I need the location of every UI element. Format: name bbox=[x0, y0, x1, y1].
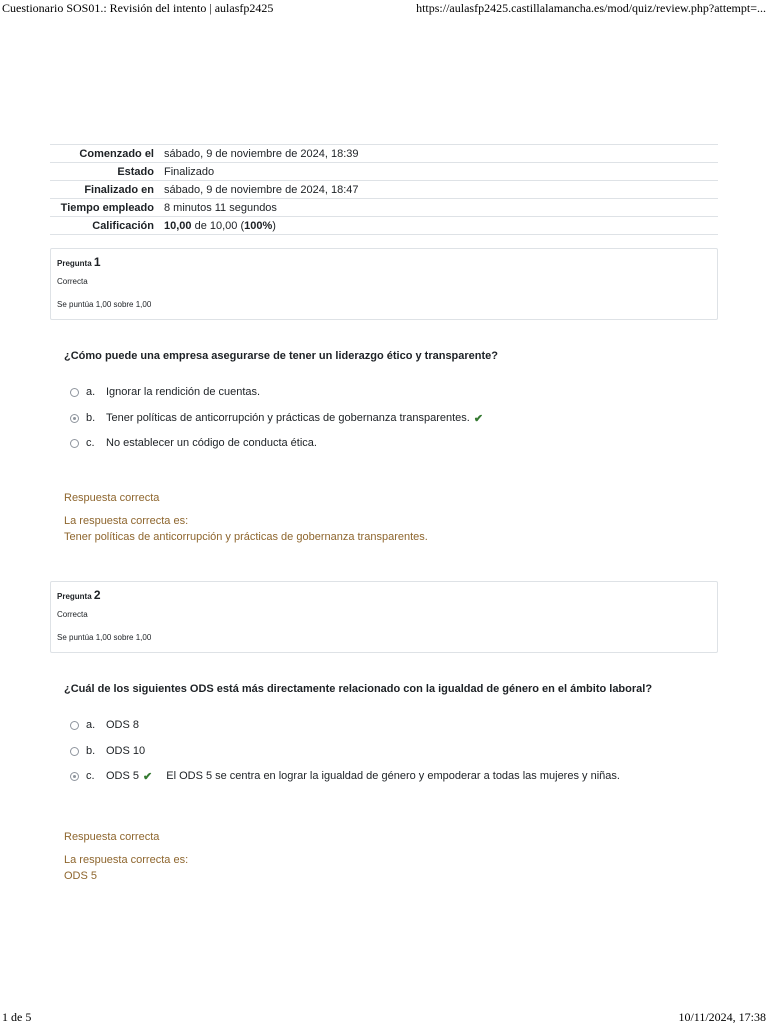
right-answer: ODS 5 bbox=[64, 870, 98, 882]
answer-letter: c. bbox=[86, 770, 95, 782]
answer-option-1a[interactable] bbox=[70, 385, 260, 399]
print-title: Cuestionario SOS01.: Revisión del intento | aulasfp2425 bbox=[2, 1, 274, 15]
outcome-text: Respuesta correcta bbox=[64, 492, 160, 504]
question-grade: Se puntúa 1,00 sobre 1,00 bbox=[57, 300, 152, 309]
radio-icon[interactable] bbox=[70, 747, 79, 756]
outcome-1 bbox=[64, 492, 428, 547]
summary-row-completed bbox=[50, 181, 718, 199]
summary-row-started bbox=[50, 145, 718, 163]
question-state: Correcta bbox=[57, 277, 88, 286]
summary-row-state bbox=[50, 163, 718, 181]
outcome-2 bbox=[64, 831, 188, 886]
started-value: sábado, 9 de noviembre de 2024, 18:39 bbox=[164, 147, 359, 160]
answer-text: No establecer un código de conducta ética. bbox=[106, 437, 317, 449]
time-value: 8 minutos 11 segundos bbox=[164, 201, 277, 214]
completed-value: sábado, 9 de noviembre de 2024, 18:47 bbox=[164, 183, 359, 196]
radio-icon[interactable] bbox=[70, 388, 79, 397]
answer-option-2b[interactable] bbox=[70, 744, 145, 758]
question-number-value: 2 bbox=[93, 588, 101, 602]
print-footer bbox=[0, 1008, 768, 1024]
grade-value bbox=[160, 217, 718, 235]
radio-icon[interactable] bbox=[70, 439, 79, 448]
summary-row-grade bbox=[50, 217, 718, 235]
question-number bbox=[57, 255, 101, 269]
radio-icon[interactable] bbox=[70, 721, 79, 730]
answer-option-2a[interactable] bbox=[70, 718, 139, 732]
answer-text: ODS 8 bbox=[106, 719, 140, 731]
answer-letter: a. bbox=[86, 386, 96, 398]
time-label: Tiempo empleado bbox=[60, 201, 154, 214]
question-info-2 bbox=[50, 581, 718, 653]
grade-label: Calificación bbox=[92, 219, 154, 232]
answer-text: Ignorar la rendición de cuentas. bbox=[106, 386, 261, 398]
question-text-2: ¿Cuál de los siguientes ODS está más directamente relacionado con la igualdad de género en el ámbito laboral? bbox=[64, 683, 653, 695]
answer-letter: b. bbox=[86, 412, 96, 424]
question-grade: Se puntúa 1,00 sobre 1,00 bbox=[57, 633, 152, 642]
outcome-text: Respuesta correcta bbox=[64, 831, 160, 843]
answer-option-1b[interactable] bbox=[70, 411, 483, 425]
print-date: 10/11/2024, 17:38 bbox=[678, 1010, 766, 1024]
grade-of: de 10,00 ( bbox=[191, 219, 245, 232]
right-answer: Tener políticas de anticorrupción y prácticas de gobernanza transparentes. bbox=[64, 531, 428, 543]
started-label: Comenzado el bbox=[79, 147, 154, 160]
answer-text: ODS 10 bbox=[106, 745, 146, 757]
print-url: https://aulasfp2425.castillalamancha.es/mod/quiz/review.php?attempt=... bbox=[416, 1, 766, 15]
page-count: 1 de 5 bbox=[2, 1010, 32, 1024]
right-answer-label: La respuesta correcta es: bbox=[64, 854, 189, 866]
answer-text: Tener políticas de anticorrupción y prácticas de gobernanza transparentes. bbox=[106, 412, 470, 424]
grade-percent: 100% bbox=[244, 219, 273, 232]
question-label: Pregunta bbox=[57, 259, 92, 268]
summary-row-time bbox=[50, 199, 718, 217]
answer-letter: a. bbox=[86, 719, 96, 731]
attempt-summary-table bbox=[50, 144, 718, 235]
check-icon: ✔ bbox=[473, 412, 484, 425]
state-value: Finalizado bbox=[164, 165, 215, 178]
completed-label: Finalizado en bbox=[84, 183, 154, 196]
question-label: Pregunta bbox=[57, 592, 92, 601]
radio-icon[interactable] bbox=[70, 414, 79, 423]
question-state: Correcta bbox=[57, 610, 88, 619]
question-number bbox=[57, 588, 101, 602]
grade-score: 10,00 bbox=[164, 219, 192, 232]
question-text-1: ¿Cómo puede una empresa asegurarse de tener un liderazgo ético y transparente? bbox=[64, 350, 499, 362]
state-label: Estado bbox=[117, 165, 154, 178]
grade-close: ) bbox=[272, 219, 276, 232]
question-number-value: 1 bbox=[93, 255, 101, 269]
answer-feedback: El ODS 5 se centra en lograr la igualdad de género y empoderar a todas las mujeres y niñas. bbox=[166, 770, 620, 782]
print-header bbox=[0, 0, 768, 18]
right-answer-label: La respuesta correcta es: bbox=[64, 515, 189, 527]
answer-text: ODS 5 bbox=[106, 770, 140, 782]
answer-option-2c[interactable] bbox=[70, 769, 620, 783]
check-icon: ✔ bbox=[143, 770, 153, 783]
radio-icon[interactable] bbox=[70, 772, 79, 781]
answer-letter: c. bbox=[86, 437, 95, 449]
answer-letter: b. bbox=[86, 745, 96, 757]
answer-option-1c[interactable] bbox=[70, 436, 317, 450]
question-info-1 bbox=[50, 248, 718, 320]
